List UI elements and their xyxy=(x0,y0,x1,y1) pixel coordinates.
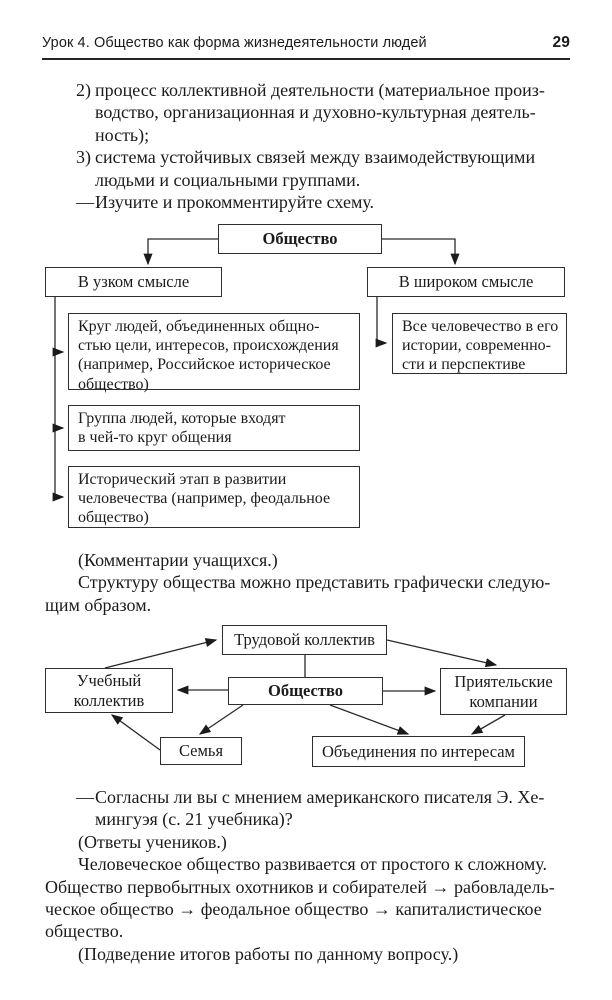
box-family: Семья xyxy=(160,737,242,765)
text-line: Структуру общества можно представить графически следую- xyxy=(78,572,551,593)
answers-note: (Ответы учеников.) xyxy=(78,831,227,852)
summary-note: (Подведение итогов работы по данному вопросу.) xyxy=(78,943,459,964)
list-item-dash xyxy=(45,191,568,213)
comment-note: (Комментарии учащихся.) xyxy=(78,550,278,570)
text-line: Общество первобытных охотников и собирателей → рабовладель- xyxy=(45,876,555,897)
box-society-root: Общество xyxy=(218,224,382,254)
box-line: в чей-то круг общения xyxy=(78,429,232,447)
box-society-center: Общество xyxy=(228,677,383,705)
text-line: Согласны ли вы с мнением американского писателя Э. Хе- xyxy=(95,787,545,807)
box-line: общество) xyxy=(78,509,149,527)
list-item-marker: 2) xyxy=(76,80,91,100)
box-line: компании xyxy=(469,691,538,711)
box-narrow-item-3 xyxy=(68,466,360,528)
scheme-society-definitions xyxy=(0,218,612,534)
box-line: Исторический этап в развитии xyxy=(78,471,287,488)
list-item-marker: 3) xyxy=(76,147,91,168)
text-line: Человеческое общество развивается от простого к сложному. xyxy=(78,854,547,875)
box-friend-companies xyxy=(440,668,567,715)
text-line: ность); xyxy=(95,124,150,145)
scheme-society-structure xyxy=(0,618,612,773)
box-line: Группа людей, которые входят xyxy=(78,410,286,427)
box-line: сти и перспективе xyxy=(402,356,526,374)
middle-text xyxy=(45,549,568,616)
box-interest-associations: Объединения по интересам xyxy=(312,736,525,767)
box-line: коллектив xyxy=(73,690,145,710)
text-line: мингуэя (с. 21 учебника)? xyxy=(95,809,293,830)
box-narrow-item-2 xyxy=(68,405,360,451)
box-line: истории, современно- xyxy=(402,337,552,355)
discussion-question xyxy=(45,786,568,831)
box-narrow-item-1 xyxy=(68,313,360,393)
list-item-2 xyxy=(45,79,568,146)
dash-marker: — xyxy=(76,787,94,807)
text-line: общество. xyxy=(45,921,124,942)
box-line: человечества (например, феодальное xyxy=(78,490,331,508)
page-header xyxy=(42,34,570,60)
text-line: Изучите и прокомментируйте схему. xyxy=(95,192,375,213)
box-narrow-sense: В узком смысле xyxy=(45,267,222,297)
box-line: Приятельские xyxy=(454,672,553,692)
text-line: водство, организационная и духовно-культурная деятель- xyxy=(95,102,536,123)
intro-list xyxy=(45,79,568,213)
dash-marker: — xyxy=(76,192,94,213)
outro-text xyxy=(45,786,568,965)
box-labor-collective: Трудовой коллектив xyxy=(222,625,387,655)
box-line: Учебный xyxy=(76,671,142,691)
box-line: стью цели, интересов, происхождения xyxy=(78,337,339,355)
text-line: система устойчивых связей между взаимодействующими xyxy=(95,147,536,168)
text-line: ческое общество → феодальное общество → капиталистическое xyxy=(45,899,542,920)
page-number: 29 xyxy=(552,34,570,51)
box-study-collective xyxy=(45,668,173,713)
text-line: людьми и социальными группами. xyxy=(95,169,361,190)
text-line: процесс коллективной деятельности (материальное произ- xyxy=(95,80,545,100)
box-line: общество) xyxy=(78,375,149,393)
box-broad-item xyxy=(392,313,567,374)
box-line: Все человечество в его xyxy=(402,318,559,335)
box-broad-sense: В широком смысле xyxy=(367,267,565,297)
box-line: (например, Российское историческое xyxy=(78,356,331,374)
box-line: Круг людей, объединенных общно- xyxy=(78,318,320,335)
list-item-3 xyxy=(45,146,568,191)
text-line: щим образом. xyxy=(45,594,152,615)
running-title: Урок 4. Общество как форма жизнедеятельности людей xyxy=(42,35,427,51)
